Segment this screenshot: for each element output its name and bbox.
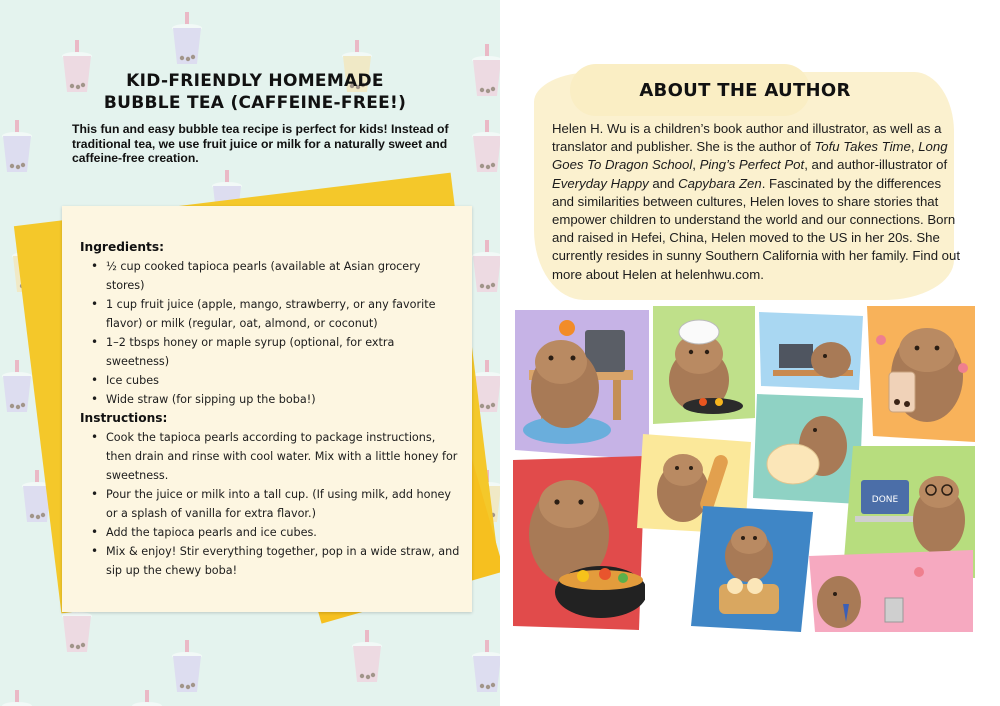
- panel-boba: [867, 306, 975, 442]
- bubble-tea-cup-icon: [350, 630, 384, 684]
- panel-steamer: [691, 506, 813, 632]
- panel-tie: [809, 550, 973, 632]
- panel-laptop: [515, 310, 649, 460]
- recipe-title-line-1: KID-FRIENDLY HOMEMADE: [126, 71, 384, 91]
- bio-text-2: , and author-illustrator of: [804, 157, 948, 173]
- author-page: [500, 0, 1000, 706]
- bubble-tea-cup-icon: [170, 12, 204, 66]
- capybara-collage: [513, 306, 975, 632]
- bio-separator: ,: [910, 139, 919, 155]
- instruction-step: • Add the tapioca pearls and ice cubes.: [80, 523, 460, 542]
- panel-chef: [653, 306, 755, 424]
- recipe-title: [90, 70, 420, 114]
- bio-separator: ,: [692, 157, 700, 173]
- bubble-tea-cup-icon: [0, 120, 34, 174]
- ingredient-item: • Wide straw (for sipping up the boba!): [80, 390, 460, 409]
- laptop-screen-text: DONE: [871, 495, 899, 505]
- bio-text-3: and: [648, 175, 679, 191]
- ingredient-item: • 1–2 tbsps honey or maple syrup (optional, for extra sweetness): [80, 333, 460, 371]
- ingredient-item: • ½ cup cooked tapioca pearls (available at Asian grocery stores): [80, 257, 460, 295]
- bubble-tea-cup-icon: [130, 690, 164, 706]
- instruction-step: • Pour the juice or milk into a tall cup. (If using milk, add honey or a splash of vanilla for extra flavor.): [80, 485, 460, 523]
- author-bio: [552, 120, 962, 284]
- ingredients-heading: Ingredients:: [80, 240, 165, 254]
- book-title: Ping’s Perfect Pot: [699, 157, 805, 173]
- instruction-step: • Mix & enjoy! Stir everything together, pop in a wide straw, and sip up the chewy boba!: [80, 542, 460, 580]
- recipe-card: [62, 206, 472, 612]
- book-title: Everyday Happy: [552, 175, 649, 191]
- recipe-intro: This fun and easy bubble tea recipe is perfect for kids! Instead of traditional tea, we use fruit juice or milk for a naturally sweet and caffeine-free creation.: [72, 122, 449, 165]
- bubble-tea-cup-icon: [0, 690, 34, 706]
- bubble-tea-cup-icon: [470, 120, 500, 174]
- bio-text-4: . Fascinated by the differences and similarities between cultures, Helen loves to share stories that empower children to understand the world and our connections. Born and raised in Hefei, China, Helen moved to the US in her 20s. She currently resides in sunny Southern California with her family. Find out more about Helen at helenhwu.com.: [552, 175, 961, 282]
- instructions-heading: Instructions:: [80, 411, 168, 425]
- panel-computer: [759, 312, 863, 390]
- ingredients-list: [80, 257, 460, 409]
- panel-ramen: [513, 456, 645, 630]
- instruction-step: • Cook the tapioca pearls according to package instructions, then drain and rinse with cool water. Mix with a little honey for sweetness.: [80, 428, 460, 485]
- bubble-tea-cup-icon: [470, 640, 500, 694]
- book-title: Tofu Takes Time: [814, 139, 911, 155]
- bubble-tea-cup-icon: [0, 360, 34, 414]
- bubble-tea-cup-icon: [470, 240, 500, 294]
- bio-text-1: Helen H. Wu is a children’s book author and illustrator, as well as a translator and publisher. She is the author of: [552, 121, 942, 155]
- recipe-title-line-2: BUBBLE TEA (CAFFEINE-FREE!): [103, 93, 407, 113]
- instructions-list: [80, 428, 460, 580]
- bubble-tea-cup-icon: [170, 640, 204, 694]
- bubble-tea-cup-icon: [470, 44, 500, 98]
- author-heading: ABOUT THE AUTHOR: [639, 80, 851, 101]
- bubble-tea-cup-icon: [60, 40, 94, 94]
- book-title: Capybara Zen: [678, 175, 762, 191]
- ingredient-item: • 1 cup fruit juice (apple, mango, strawberry, or any favorite flavor) or milk (regular, oat, almond, or coconut): [80, 295, 460, 333]
- book-title: Long Goes To Dragon School: [552, 139, 948, 173]
- ingredient-item: • Ice cubes: [80, 371, 460, 390]
